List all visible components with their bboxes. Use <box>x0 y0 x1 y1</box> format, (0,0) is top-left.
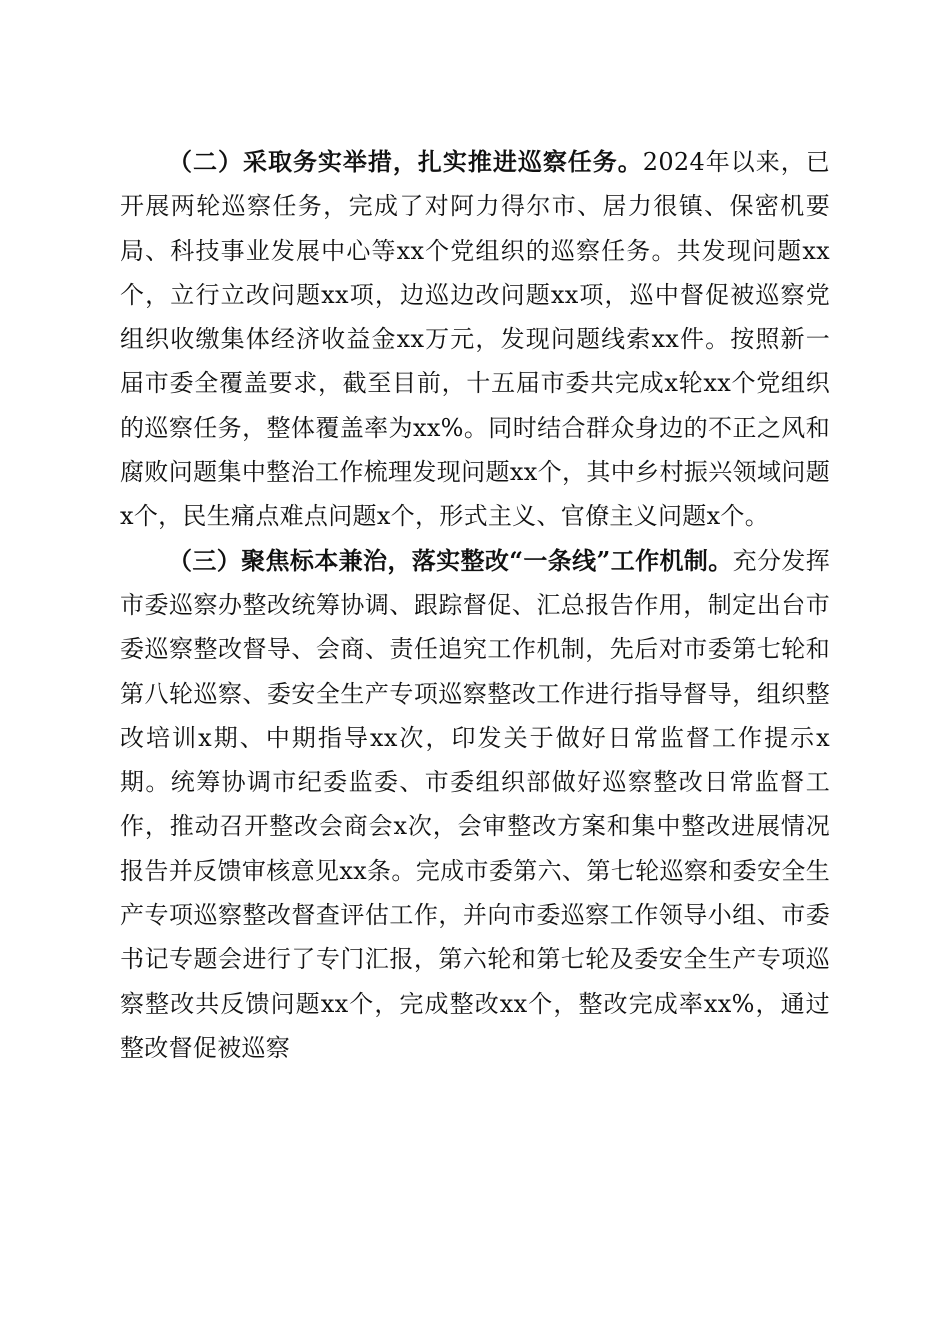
section-heading-3: （三）聚焦标本兼治，落实整改“一条线”工作机制。 <box>168 545 733 575</box>
section-body-3: 充分发挥市委巡察办整改统筹协调、跟踪督促、汇总报告作用，制定出台市委巡察整改督导、会商、责任追究工作机制，先后对市委第七轮和第八轮巡察、委安全生产专项巡察整改工作进行指导督导，组织整改培训x期、中期指导xx次，印发关于做好日常监督工作提示x期。统筹协调市纪委监委、市委组织部做好巡察整改日常监督工作，推动召开整改会商会x次，会审整改方案和集中整改进展情况报告并反馈审核意见xx条。完成市委第六、第七轮巡察和委安全生产专项巡察整改督查评估工作，并向市委巡察工作领导小组、市委书记专题会进行了专门汇报，第六轮和第七轮及委安全生产专项巡察整改共反馈问题xx个，完成整改xx个，整改完成率xx%，通过整改督促被巡察 <box>120 546 830 1062</box>
section-body-2: 2024年以来，已开展两轮巡察任务，完成了对阿力得尔市、居力很镇、保密机要局、科技事业发展中心等xx个党组织的巡察任务。共发现问题xx个，立行立改问题xx项，边巡边改问题xx项，巡中督促被巡察党组织收缴集体经济收益金xx万元，发现问题线索xx件。按照新一届市委全覆盖要求，截至目前，十五届市委共完成x轮xx个党组织的巡察任务，整体覆盖率为xx%。同时结合群众身边的不正之风和腐败问题集中整治工作梳理发现问题xx个，其中乡村振兴领域问题x个，民生痛点难点问题x个，形式主义、官僚主义问题x个。 <box>120 148 830 531</box>
section-heading-2: （二）采取务实举措，扎实推进巡察任务。 <box>168 147 643 176</box>
section-paragraph-3 <box>120 539 830 1071</box>
section-paragraph-2 <box>120 140 830 539</box>
document-body <box>120 140 830 1070</box>
